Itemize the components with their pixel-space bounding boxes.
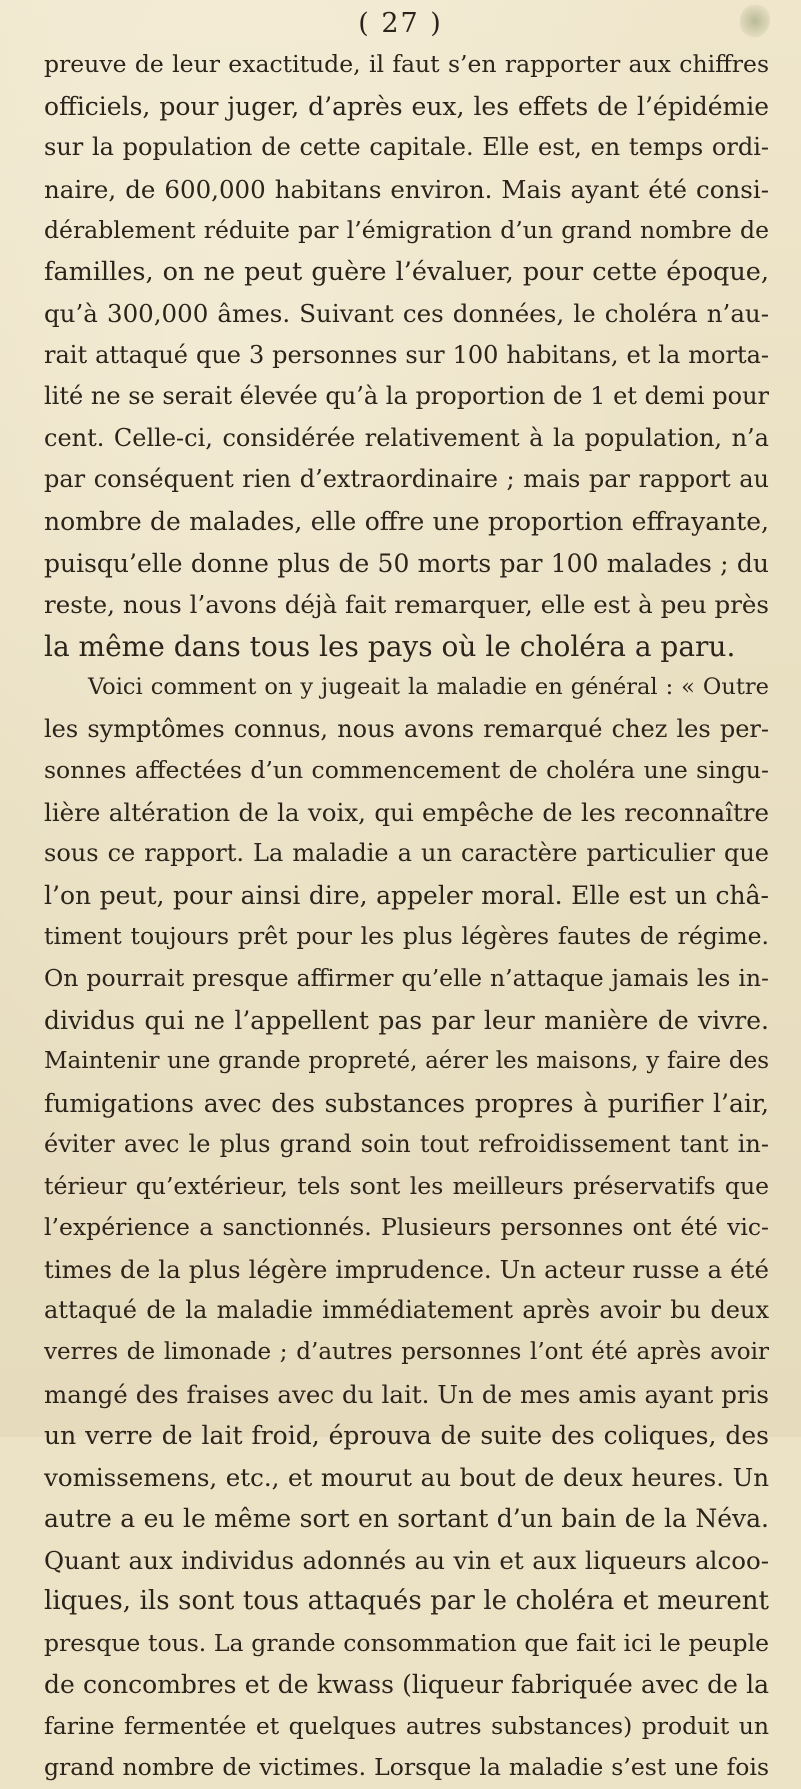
text-line: reste, nous l’avons déjà fait remarquer, elle est à peu près [44, 590, 769, 620]
text-line: familles, on ne peut guère l’évaluer, pour cette époque, [44, 256, 769, 287]
text-line: Maintenir une grande propreté, aérer les maisons, y faire des [44, 1048, 769, 1075]
text-line: de concombres et de kwass (liqueur fabriquée avec de la [44, 1670, 769, 1700]
text-line: On pourrait presque affirmer qu’elle n’attaque jamais les in- [44, 964, 769, 993]
text-line: dérablement réduite par l’émigration d’un grand nombre de [44, 216, 769, 245]
text-line: timent toujours prêt pour les plus légères fautes de régime. [44, 922, 769, 951]
text-line: dividus qui ne l’appellent pas par leur manière de vivre. [44, 1005, 769, 1035]
text-line: sur la population de cette capitale. Elle est, en temps ordi- [44, 133, 769, 162]
text-line: farine fermentée et quelques autres substances) produit un [44, 1711, 769, 1740]
body-text [44, 44, 769, 1789]
text-line: la même dans tous les pays où le choléra a paru. [44, 629, 736, 663]
text-line: sous ce rapport. La maladie a un caractère particulier que [44, 839, 769, 868]
text-line: times de la plus légère imprudence. Un acteur russe a été [44, 1254, 769, 1284]
page-number: ( 27 ) [358, 8, 443, 39]
text-line: éviter avec le plus grand soin tout refroidissement tant in- [44, 1130, 769, 1159]
text-line: officiels, pour juger, d’après eux, les effets de l’épidémie [44, 91, 769, 121]
text-line: presque tous. La grande consommation que fait ici le peuple [44, 1628, 769, 1657]
text-line: naire, de 600,000 habitans environ. Mais ayant été consi- [44, 174, 769, 204]
text-line: l’expérience a sanctionnés. Plusieurs personnes ont été vic- [44, 1213, 769, 1242]
text-line: nombre de malades, elle offre une proportion effrayante, [44, 507, 769, 537]
text-line: puisqu’elle donne plus de 50 morts par 100 malades ; du [44, 548, 769, 578]
text-line: sonnes affectées d’un commencement de choléra une singu- [44, 756, 769, 785]
text-line: lière altération de la voix, qui empêche de les reconnaître [44, 797, 769, 827]
text-line: grand nombre de victimes. Lorsque la maladie s’est une fois [44, 1753, 769, 1782]
text-line: attaqué de la maladie immédiatement après avoir bu deux [44, 1296, 769, 1325]
text-line: l’on peut, pour ainsi dire, appeler moral. Elle est un châ- [44, 880, 769, 910]
text-line: verres de limonade ; d’autres personnes l’ont été après avoir [44, 1338, 769, 1365]
text-line: térieur qu’extérieur, tels sont les meilleurs préservatifs que [44, 1171, 769, 1200]
text-line: autre a eu le même sort en sortant d’un bain de la Néva. [44, 1504, 769, 1534]
text-line: par conséquent rien d’extraordinaire ; mais par rapport au [44, 465, 769, 494]
text-line: rait attaqué que 3 personnes sur 100 habitans, et la morta- [44, 340, 769, 369]
text-line: Voici comment on y jugeait la maladie en général : « Outre [88, 674, 769, 701]
text-line: cent. Celle-ci, considérée relativement à la population, n’a [44, 423, 769, 452]
text-line: fumigations avec des substances propres à purifier l’air, [44, 1088, 769, 1118]
text-line: preuve de leur exactitude, il faut s’en rapporter aux chiffres [44, 50, 769, 78]
text-line: vomissemens, etc., et mourut au bout de deux heures. Un [44, 1462, 769, 1492]
text-line: liques, ils sont tous attaqués par le choléra et meurent [44, 1586, 769, 1617]
text-line: mangé des fraises avec du lait. Un de mes amis ayant pris [44, 1379, 769, 1409]
text-line: qu’à 300,000 âmes. Suivant ces données, le choléra n’au- [44, 299, 769, 329]
text-line: lité ne se serait élevée qu’à la proportion de 1 et demi pour [44, 382, 769, 411]
text-line: Quant aux individus adonnés au vin et aux liqueurs alcoo- [44, 1545, 769, 1575]
text-line: les symptômes connus, nous avons remarqué chez les per- [44, 714, 769, 743]
text-line: un verre de lait froid, éprouva de suite des coliques, des [44, 1421, 769, 1451]
